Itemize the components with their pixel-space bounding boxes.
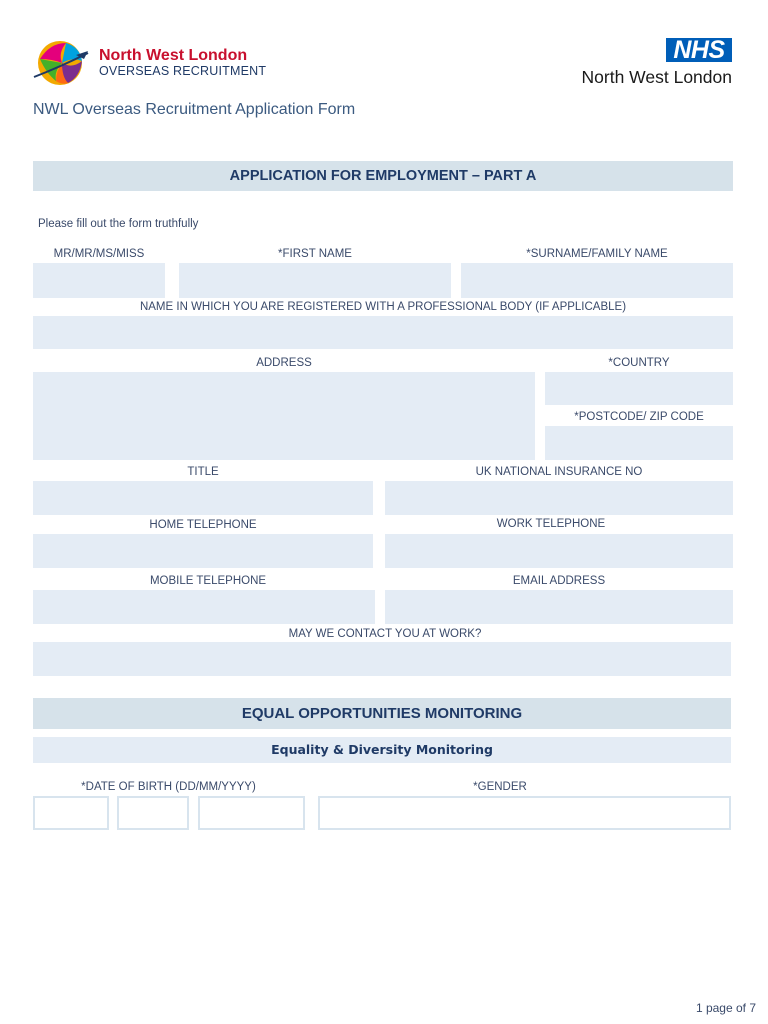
surname-label: *SURNAME/FAMILY NAME [526, 248, 668, 260]
contact-at-work-label: MAY WE CONTACT YOU AT WORK? [288, 628, 482, 640]
form-title: NWL Overseas Recruitment Application Form [33, 101, 356, 118]
nhs-logo: NHS [666, 38, 732, 62]
ni-number-field[interactable] [385, 481, 733, 515]
dob-month-field[interactable] [117, 796, 189, 830]
registered-name-field[interactable] [33, 316, 733, 349]
surname-field[interactable] [461, 263, 733, 298]
logo-subtitle: OVERSEAS RECRUITMENT [99, 64, 267, 78]
home-telephone-label: HOME TELEPHONE [149, 519, 257, 531]
salutation-field[interactable] [33, 263, 165, 298]
nwl-overseas-logo [32, 37, 267, 89]
address-label: ADDRESS [256, 357, 312, 369]
work-telephone-field[interactable] [385, 534, 733, 568]
contact-at-work-field[interactable] [33, 642, 731, 676]
email-address-label: EMAIL ADDRESS [512, 575, 606, 587]
form-instruction: Please fill out the form truthfully [38, 218, 199, 230]
postcode-label: *POSTCODE/ ZIP CODE [574, 411, 704, 423]
dob-year-field[interactable] [198, 796, 305, 830]
title-label: TITLE [187, 466, 219, 478]
date-of-birth-label: *DATE OF BIRTH (DD/MM/YYYY) [81, 781, 256, 793]
part-a-heading: APPLICATION FOR EMPLOYMENT – PART A [33, 161, 733, 191]
address-field[interactable] [33, 372, 535, 460]
page-number: 1 page of 7 [695, 1001, 756, 1015]
salutation-label: MR/MR/MS/MISS [53, 248, 145, 260]
gender-label: *GENDER [473, 781, 527, 793]
ni-number-label: UK NATIONAL INSURANCE NO [475, 466, 643, 478]
equality-diversity-subheading: Equality & Diversity Monitoring [33, 737, 731, 763]
mobile-telephone-field[interactable] [33, 590, 375, 624]
first-name-label: *FIRST NAME [278, 248, 352, 260]
first-name-field[interactable] [179, 263, 451, 298]
country-field[interactable] [545, 372, 733, 405]
dob-day-field[interactable] [33, 796, 109, 830]
postcode-field[interactable] [545, 426, 733, 460]
logo-title: North West London [99, 47, 248, 64]
gender-field[interactable] [318, 796, 731, 830]
email-address-field[interactable] [385, 590, 733, 624]
globe-icon [32, 37, 90, 89]
mobile-telephone-label: MOBILE TELEPHONE [149, 575, 267, 587]
home-telephone-field[interactable] [33, 534, 373, 568]
work-telephone-label: WORK TELEPHONE [496, 518, 606, 530]
equal-opportunities-heading: EQUAL OPPORTUNITIES MONITORING [33, 698, 731, 729]
nhs-org-name: North West London [581, 67, 732, 87]
country-label: *COUNTRY [608, 357, 670, 369]
title-field[interactable] [33, 481, 373, 515]
registered-name-label: NAME IN WHICH YOU ARE REGISTERED WITH A PROFESSIONAL BODY (IF APPLICABLE) [139, 301, 627, 313]
